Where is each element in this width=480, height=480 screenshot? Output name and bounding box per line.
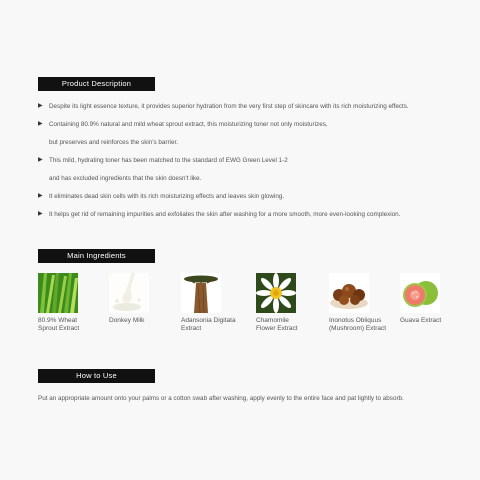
ingredient-baobab: [181, 273, 243, 333]
list-item: [38, 156, 288, 183]
ingredient-label: Donkey Milk: [109, 317, 145, 324]
ingredient-label: Extract: [181, 325, 202, 332]
guava-fruit-image: [400, 273, 440, 313]
ingredient-donkey-milk: [109, 273, 171, 325]
bullet-text-continued: but preserves and reinforces the skin's barrier.: [49, 139, 178, 146]
how-to-use-heading: How to Use: [38, 369, 155, 383]
list-item: [38, 210, 400, 219]
right-triangle-icon: ▶: [38, 121, 43, 127]
chamomile-flower-image: [256, 273, 296, 313]
ingredient-label: 80.9% Wheat: [38, 317, 78, 324]
ingredient-guava: [400, 273, 462, 325]
milk-splash-image: [109, 273, 149, 313]
product-description-heading: Product Description: [38, 77, 155, 91]
ingredient-label: Chamomile: [256, 317, 289, 324]
ingredient-label: Flower Extract: [256, 325, 298, 332]
baobab-tree-image: [181, 273, 221, 313]
ingredient-chamomile: [256, 273, 318, 333]
ingredient-label: Guava Extract: [400, 317, 442, 324]
ingredient-wheat-sprout: [38, 273, 100, 333]
bullet-text: It eliminates dead skin cells with its rich moisturizing effects and leaves skin glowing.: [49, 193, 285, 200]
ingredient-label: Sprout Extract: [38, 325, 80, 332]
how-to-use-text: Put an appropriate amount onto your palms or a cotton swab after washing, apply evenly to the entire face and pat lightly to absorb.: [38, 395, 404, 402]
bullet-text: Despite its light essence texture, it provides superior hydration from the very first step of skincare with its rich moisturizing effects.: [49, 103, 409, 110]
right-triangle-icon: ▶: [38, 211, 43, 217]
bullet-text: Containing 80.9% natural and mild wheat sprout extract, this moisturizing toner not only moisturizes,: [49, 121, 328, 128]
bullet-text-continued: and has excluded ingredients that the skin doesn't like.: [49, 175, 202, 182]
list-item: [38, 102, 409, 111]
main-ingredients-heading: Main Ingredients: [38, 249, 155, 263]
ingredient-label: Inonotus Obliquus: [329, 317, 382, 324]
right-triangle-icon: ▶: [38, 193, 43, 199]
list-item: [38, 120, 328, 147]
ingredient-label: (Mushroom) Extract: [329, 325, 387, 332]
wheat-sprout-image: [38, 273, 78, 313]
list-item: [38, 192, 284, 201]
right-triangle-icon: ▶: [38, 157, 43, 163]
ingredient-label: Adansonia Digitata: [181, 317, 236, 324]
bullet-text: This mild, hydrating toner has been matched to the standard of EWG Green Level 1-2: [49, 157, 288, 164]
right-triangle-icon: ▶: [38, 103, 43, 109]
chaga-mushroom-image: [329, 273, 369, 313]
bullet-text: It helps get rid of remaining impurities and exfoliates the skin after washing for a more smooth, more even-looking complexion.: [49, 211, 401, 218]
ingredient-chaga-mushroom: [329, 273, 391, 333]
